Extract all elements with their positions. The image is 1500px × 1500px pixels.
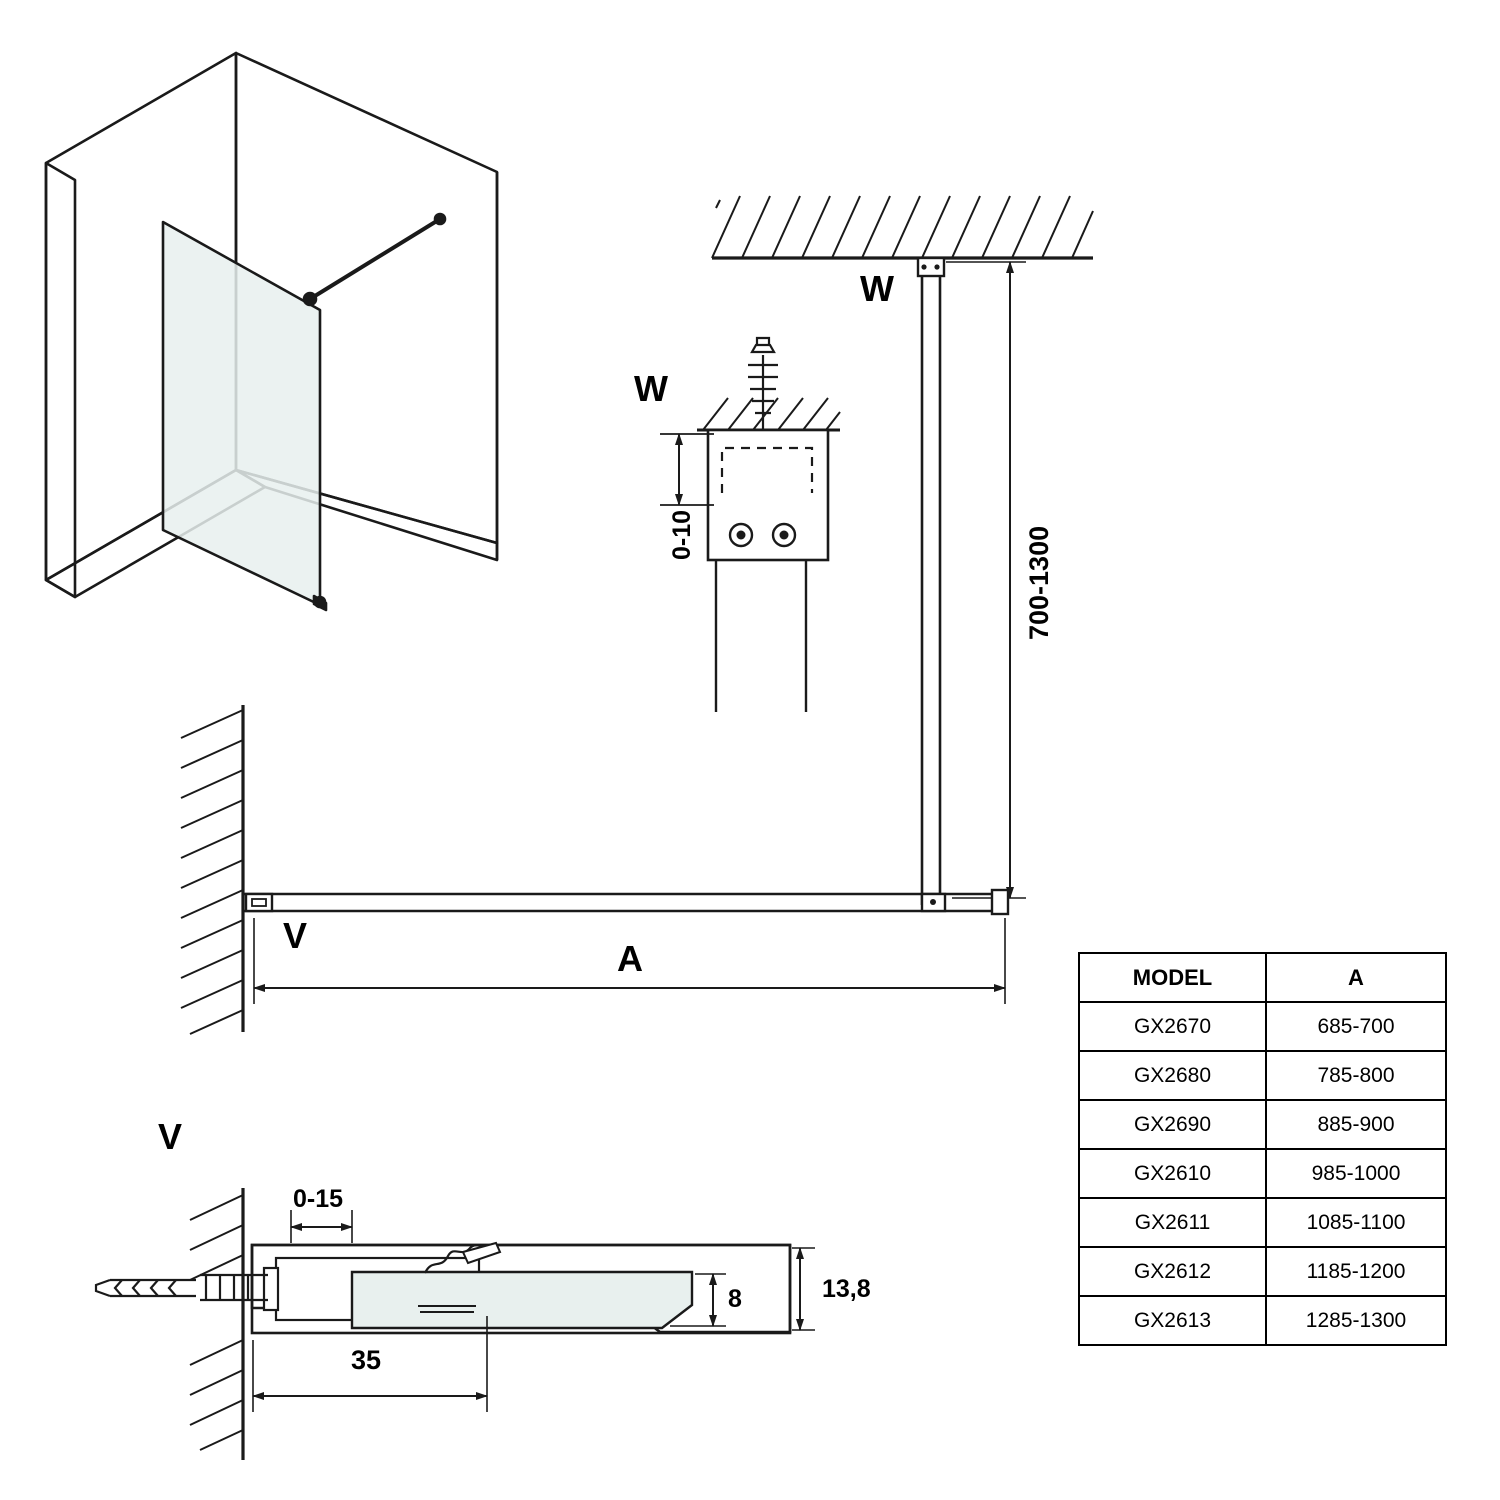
label-dimension-height-range: 700-1300: [1024, 525, 1054, 640]
label-dimension-profile-width: 35: [351, 1345, 382, 1375]
label-dimension-0-15: 0-15: [293, 1185, 344, 1213]
table-header-model: MODEL: [1079, 953, 1266, 1002]
cell-model: GX2611: [1079, 1198, 1266, 1247]
table-row: [1079, 1198, 1446, 1247]
table-row: [1079, 1051, 1446, 1100]
cell-a: 685-700: [1266, 1002, 1446, 1051]
table-row: [1079, 1002, 1446, 1051]
cell-a: 1085-1100: [1266, 1198, 1446, 1247]
cell-model: GX2690: [1079, 1100, 1266, 1149]
cell-model: GX2610: [1079, 1149, 1266, 1198]
label-detail-w-top: W: [860, 268, 894, 309]
table-row: [1079, 1100, 1446, 1149]
cell-a: 1185-1200: [1266, 1247, 1446, 1296]
label-dimension-a: A: [617, 938, 643, 979]
label-dimension-glass-thickness: 8: [728, 1285, 742, 1313]
table-row: [1079, 1149, 1446, 1198]
cell-model: GX2680: [1079, 1051, 1266, 1100]
plan-view: [181, 705, 1008, 1034]
cell-model: GX2670: [1079, 1002, 1266, 1051]
model-dimension-table: [1078, 952, 1447, 1346]
isometric-view: [46, 53, 497, 610]
label-detail-v-plan: V: [283, 915, 308, 956]
table-row: [1079, 1247, 1446, 1296]
label-dimension-profile-depth: 13,8: [822, 1275, 871, 1303]
label-detail-v-bottom: V: [158, 1116, 183, 1157]
detail-v-profile: [96, 1188, 815, 1460]
cell-model: GX2613: [1079, 1296, 1266, 1345]
label-dimension-0-10: 0-10: [668, 509, 696, 560]
cell-a: 985-1000: [1266, 1149, 1446, 1198]
cell-a: 785-800: [1266, 1051, 1446, 1100]
table-header-row: [1079, 953, 1446, 1002]
cell-model: GX2612: [1079, 1247, 1266, 1296]
cell-a: 885-900: [1266, 1100, 1446, 1149]
label-detail-w-left: W: [634, 368, 668, 409]
table-row: [1079, 1296, 1446, 1345]
table-header-a: A: [1266, 953, 1446, 1002]
cell-a: 1285-1300: [1266, 1296, 1446, 1345]
